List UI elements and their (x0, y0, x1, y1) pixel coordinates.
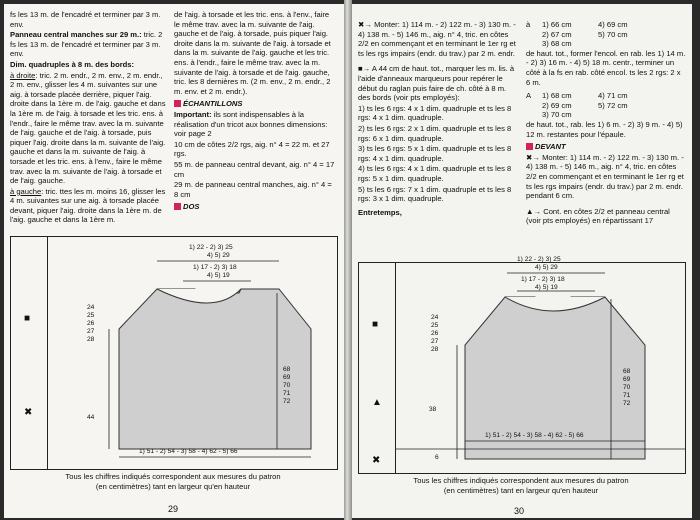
dim-label: 68 (283, 366, 291, 373)
dim-label: 27 (87, 328, 95, 335)
paragraph: 5) ts les 6 rgs: 7 x 1 dim. quadruple et ts les 8 rgs: 3 x 1 dim. quadruple. (358, 184, 512, 204)
book-gutter (344, 0, 352, 520)
diagram-drawing (11, 237, 337, 469)
paragraph: ✖→ Monter: 1) 114 m. - 2) 122 m. - 3) 130 m. - 4) 138 m. - 5) 146 m., aig. n° 4, tric. en côtes 2/2 en commençant et en terminant le 1er rg et ts les rgs impairs (endr. du trav.) par 2 m. endr. (358, 20, 516, 58)
dim-label: 25 (87, 312, 95, 319)
caption-line: (en centimètres) tant en largeur qu'en hauteur (443, 486, 599, 495)
page-number: 30 (514, 506, 525, 516)
paragraph: ✖→ Monter: 1) 114 m. - 2) 122 m. - 3) 130 m. - 4) 138 m. - 5) 146 m., aig. n° 4, tric. en côtes 2/2 en commençant et en terminant le 1er rg et ts les rgs impairs (endr. du trav.) par 2 m. endr. pendant 6 cm. (526, 152, 684, 201)
paragraph (174, 110, 336, 139)
text: tric. 2 fs les 13 m. de l'encadré et terminer par 3 m. env. (10, 30, 163, 59)
paragraph: de haut. tot., former l'encol. en rab. les 1) 14 m. - 2) 3) 16 m. - 4) 5) 18 m. centr., terminer un côté à la fs en rab. côté encol. ts les 2 rgs: 2 x 6 m. (526, 48, 686, 87)
label: à gauche (10, 186, 42, 196)
paragraph (10, 187, 168, 225)
left-column-2 (174, 10, 336, 213)
caption-line: Tous les chiffres indiqués correspondent aux mesures du patron (413, 476, 629, 485)
dim-label: 24 (87, 304, 95, 311)
cross-marker-icon: ✖ (24, 407, 33, 418)
dim-label: 6 (435, 454, 439, 461)
paragraph (10, 71, 168, 186)
bullet-square-icon (174, 100, 181, 107)
list-item: 2) 69 cm (542, 100, 572, 110)
dim-label: 28 (87, 336, 95, 343)
list-item: 4) 69 cm (598, 20, 628, 29)
dim-label: 71 (283, 390, 291, 397)
paragraph: de haut. tot., rab. les 1) 6 m. - 2) 3) 9 m. - 4) 5) 12 m. restantes pour l'épaule. (526, 119, 683, 139)
dim-label: 25 (431, 322, 439, 329)
square-marker-icon: ■ (24, 313, 31, 324)
paragraph: Entretemps, (358, 207, 402, 217)
dim-label: 70 (283, 382, 291, 389)
dim-label: 69 (283, 374, 291, 381)
right-page (352, 4, 692, 518)
figure-caption (10, 472, 336, 492)
dim-label: 68 (623, 368, 631, 375)
measure-list (526, 20, 686, 49)
bullet-square-icon (174, 203, 181, 210)
paragraph: ▲→ Cont. en côtes 2/2 et panneau central (voir pts employés) en répartissant 17 (526, 206, 670, 226)
dim-label: 27 (431, 338, 439, 345)
paragraph: 29 m. de panneau central manches, aig. n° 4 = 8 cm (174, 180, 332, 199)
dim-label: 72 (623, 400, 631, 407)
heading: Dim. quadruples à 8 m. des bords: (10, 59, 135, 69)
left-column-1 (10, 10, 168, 226)
list-item: 3) 68 cm (542, 39, 572, 49)
label: à (526, 20, 531, 29)
cross-marker-icon: ✖ (372, 455, 381, 466)
paragraph: 55 m. de panneau central devant, aig. n° 4 = 17 cm (174, 159, 335, 179)
list-item: 1) 68 cm (542, 91, 572, 101)
dim-label: 38 (429, 406, 437, 413)
caption-line: Tous les chiffres indiqués correspondent aux mesures du patron (65, 472, 281, 481)
list-item: 5) 72 cm (598, 100, 628, 110)
measure-list (526, 91, 686, 120)
triangle-marker-icon: ▲ (372, 397, 382, 408)
list-item: 2) 67 cm (542, 29, 572, 39)
dim-label: 26 (87, 320, 95, 327)
section-title (526, 142, 686, 152)
heading: Panneau central manches sur 29 m.: (10, 30, 142, 40)
label: A (526, 91, 532, 101)
label: à droite (10, 70, 36, 80)
section-title-text: DEVANT (535, 142, 566, 152)
paragraph: 2) ts les 6 rgs: 2 x 1 dim. quadruple et ts les 8 rgs: 6 x 1 dim. quadruple. (358, 123, 512, 143)
front-pattern-diagram (358, 256, 686, 474)
text: ils sont indispensables à la réalisation d'un tricot aux bonnes dimensions: voir page 2 (174, 109, 328, 139)
dim-label: 71 (623, 392, 631, 399)
diagram-drawing (359, 256, 685, 473)
caption-line: (en centimètres) tant en largeur qu'en hauteur (95, 482, 251, 491)
dim-label: 1) 51 - 2) 54 - 3) 58 - 4) 62 - 5) 66 (139, 448, 238, 455)
list-item: 3) 70 cm (542, 110, 572, 120)
dim-label: 1) 51 - 2) 54 - 3) 58 - 4) 62 - 5) 66 (485, 432, 584, 439)
dim-label: 1) 22 - 2) 3) 25 (517, 256, 561, 263)
paragraph: fs les 13 m. de l'encadré et terminer par 3 m. env. (10, 10, 161, 29)
paragraph: 10 cm de côtes 2/2 rgs, aig. n° 4 = 22 m. et 27 rgs. (174, 139, 330, 159)
list-item: 1) 66 cm (542, 20, 572, 29)
figure-caption (358, 476, 684, 496)
dim-label: 4) 5) 19 (207, 272, 230, 279)
dim-label: 70 (623, 384, 631, 391)
dim-label: 1) 22 - 2) 3) 25 (189, 244, 233, 251)
dim-label: 1) 17 - 2) 3) 18 (193, 264, 237, 271)
back-pattern-diagram (10, 236, 338, 470)
text: : tric. 2 m. endr., 2 m. env., 2 m. endr., 2 m. env., glisser les 4 m. suivantes sur une aig. à torsade placée derrière, piquer l'aig. droite dans la 1ère m. de l'aig. gauche et dans la 1ère m. de l'aig. à torsade et les tric. ens. à l'endr., faire le même trav. avec la m. suivante de l'aig. gauche et de l'aig. à torsade, puis piquer l'aig. droite dans la m. suivante de l'aig. gauche et dans la m. suivante de l'aig. à torsade et les tric. ens. à l'env., faire le même trav. avec la m. suivante de l'aig. à torsade et de l'aig. gauche. (10, 70, 166, 186)
paragraph: 1) ts les 6 rgs: 4 x 1 dim. quadruple et ts les 8 rgs: 4 x 1 dim. quadruple. (358, 103, 512, 123)
list-item: 4) 71 cm (598, 91, 628, 101)
section-title-text: ÉCHANTILLONS (183, 99, 243, 109)
paragraph: 3) ts les 6 rgs: 5 x 1 dim. quadruple et ts les 8 rgs: 4 x 1 dim. quadruple. (358, 144, 512, 163)
paragraph: de l'aig. à torsade et les tric. ens. à l'env., faire le même trav. avec la m. suivante de l'aig. gauche et de l'aig. à torsade, puis piquer l'aig. droite dans la m. suivante de l'aig. à torsade et dans la m. suivante de l'aig. gauche et les tric. ens. à l'endr., faire le même trav. avec la m. suivante de l'aig. à torsade et de l'aig. gauche, tric. les 8 dernières m. (2 m. env., 2 m. endr., 2 m. env. et 2 m. endr.). (174, 10, 331, 96)
dim-label: 1) 17 - 2) 3) 18 (521, 276, 565, 283)
dim-label: 28 (431, 346, 439, 353)
dim-label: 26 (431, 330, 439, 337)
section-title-text: DOS (183, 202, 200, 212)
right-column-1 (358, 20, 520, 218)
label: Important: (174, 109, 212, 119)
left-page (4, 4, 344, 518)
paragraph: ■→ A 44 cm de haut. tot., marquer les m. lis. à l'aide d'anneaux marqueurs pour repérer le début du raglan puis faire de ch. côté à 8 m. des bords (voir pts employés): (358, 64, 515, 103)
page-number: 29 (168, 504, 179, 514)
dim-label: 4) 5) 29 (535, 264, 558, 271)
dim-label: 4) 5) 29 (207, 252, 230, 259)
paragraph (10, 30, 168, 59)
dim-label: 69 (623, 376, 631, 383)
section-title (174, 202, 336, 212)
list-item: 5) 70 cm (598, 29, 628, 39)
right-column-2 (526, 20, 686, 227)
bullet-square-icon (526, 143, 533, 150)
dim-label: 4) 5) 19 (535, 284, 558, 291)
dim-label: 72 (283, 398, 291, 405)
section-title (174, 99, 336, 109)
dim-label: 24 (431, 314, 439, 321)
square-marker-icon: ■ (372, 319, 379, 330)
paragraph: 4) ts les 6 rgs: 4 x 1 dim. quadruple et ts les 8 rgs: 5 x 1 dim. quadruple. (358, 164, 512, 183)
dim-label: 44 (87, 414, 95, 421)
text: : tric. ttes les m. moins 16, glisser les 4 m. suivantes sur une aig. à torsade placée devant, piquer l'aig. droite dans la 1ère m. de l'aig. gauche et dans la 1ère m. (10, 186, 166, 225)
